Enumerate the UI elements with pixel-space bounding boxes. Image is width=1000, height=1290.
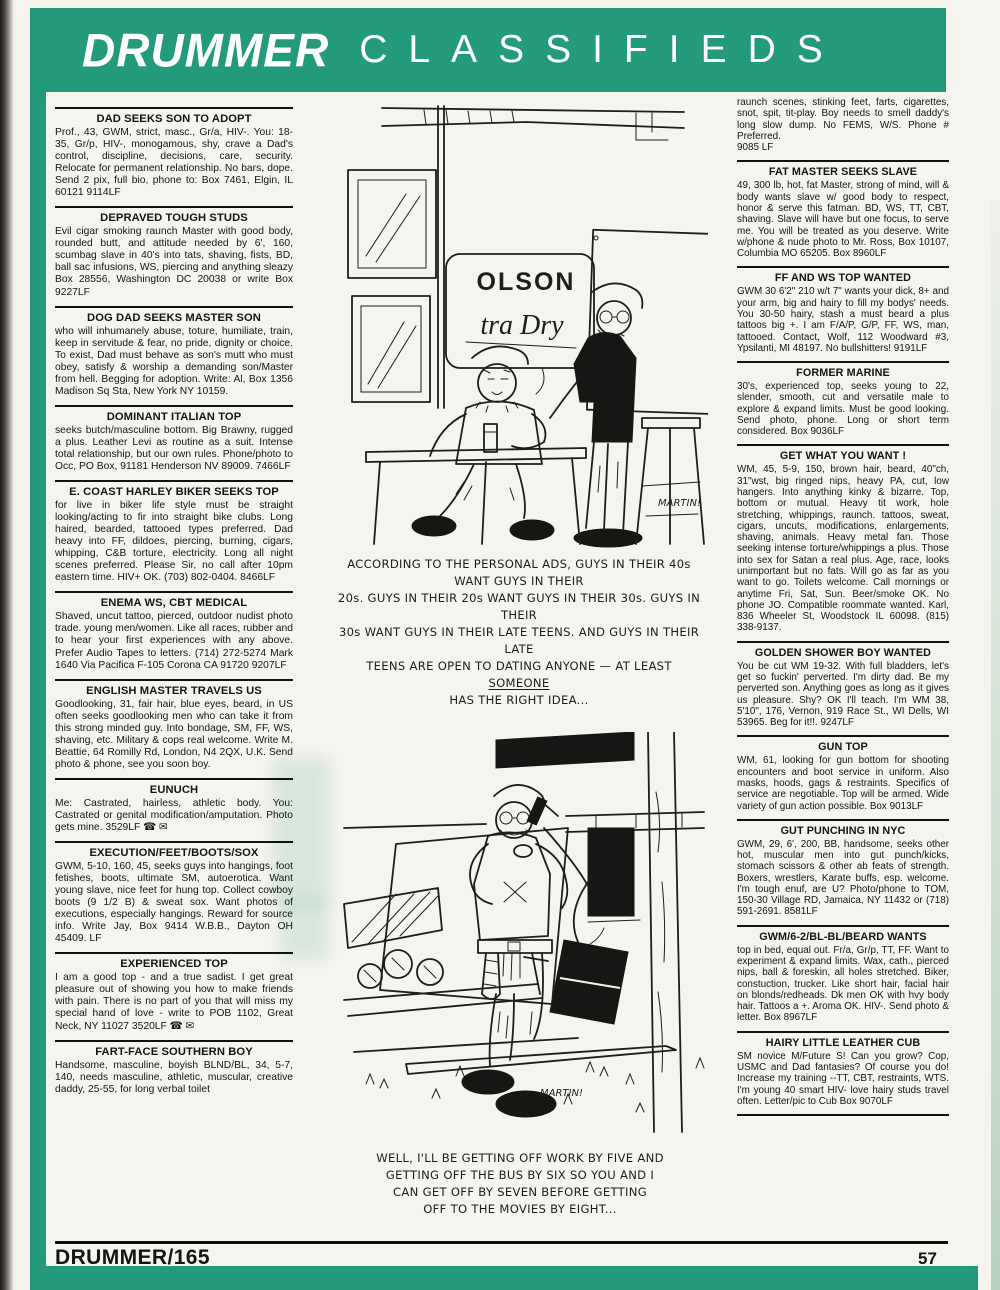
ad-title: FORMER MARINE [796, 367, 890, 380]
classifieds-column-left [55, 104, 293, 1240]
divider [737, 1031, 949, 1033]
ad-title: EXPERIENCED TOP [120, 958, 228, 971]
ad-body: WM, 61, looking for gun bottom for shooting encounters and boot service in uniform. Also masks, hoods, gags & restraints. Specifics of service are negotiable. Top will be armed. Wide variety of gun action possible. Box 9013LF [737, 755, 949, 812]
ad-body: You be cut WM 19-32. With full bladders, let's get so fuckin' perverted. I'm dirty dad. Be my perverted son. Anything goes as long as it gives us pleasure. Shy? OK I'll teach. I'm WM 38, 5'10", 176, Vernon, 919 Race St., WI Dells, WI 53965. Beg for it!!. 9247LF [737, 660, 949, 729]
ad-title: GOLDEN SHOWER BOY WANTED [754, 646, 932, 659]
caption-line: 30s WANT GUYS IN THEIR LATE TEENS. AND GUYS IN THEIR LATE [338, 625, 700, 656]
classified-ad [737, 444, 949, 633]
divider [55, 1040, 293, 1042]
magazine-brand: DRUMMER [82, 23, 330, 77]
artist-signature: MARTIN! [658, 498, 701, 509]
left-border [30, 90, 46, 1270]
ad-title: EXECUTION/FEET/BOOTS/SOX [89, 847, 259, 860]
section-title: CLASSIFIEDS [359, 28, 844, 71]
classified-ad [55, 952, 293, 1032]
caption-line: ACCORDING TO THE PERSONAL ADS, GUYS IN THEIR 40s WANT GUYS IN THEIR [347, 557, 691, 588]
ad-body: GWM 30 6'2" 210 w/t 7" wants your dick, 8+ and your arm, big and hairy to fill my bodys' needs. You 30-50 hairy, stash a must beard a plus tattoos big +. I am F/A/P, G/P, FF, WS, man, tattooed. Contact, Wolf, 112 Woodward #3, Ypsilanti, MI 48197. No bullshitters! 9191LF [737, 286, 949, 354]
footer-rule [55, 1241, 948, 1244]
divider [55, 952, 293, 954]
payphone-cartoon-drawing [336, 732, 708, 1136]
cartoon-caption-bottom [348, 1150, 692, 1218]
classified-ad [737, 1031, 949, 1107]
classified-ad [737, 925, 949, 1024]
page-binding-shadow [0, 0, 14, 1290]
classified-ad [55, 306, 293, 398]
artist-signature: MARTIN! [540, 1088, 583, 1099]
divider [737, 735, 949, 737]
classified-ad [737, 266, 949, 354]
divider [55, 306, 293, 308]
classified-ad [55, 591, 293, 671]
divider [55, 778, 293, 780]
divider [55, 405, 293, 407]
divider [55, 679, 293, 681]
caption-line: WELL, I'LL BE GETTING OFF WORK BY FIVE AND [376, 1151, 664, 1165]
beer-sign-text-2: tra Dry [480, 310, 564, 341]
divider [55, 206, 293, 208]
caption-line: GETTING OFF THE BUS BY SIX SO YOU AND I [385, 1168, 655, 1182]
divider [737, 361, 949, 363]
ad-title: EUNUCH [149, 783, 199, 796]
masthead [30, 8, 946, 92]
classified-ad [55, 1040, 293, 1096]
ad-body: Handsome, masculine, boyish BLND/BL, 34, 5-7, 140, needs masculine, athletic, muscular, creative daddy, 25-55, for long verbal toilet [55, 1059, 293, 1095]
ad-body: Evil cigar smoking raunch Master with good body, rounded butt, and attitude needed by 6', 160, scumbag slave in 40's into tats, shaving, fists, BD, ball sac infusions, WS, piercing and anything sleazy Box 28556, Washington DC 20038 or write Box 9227LF [55, 226, 293, 298]
ad-body: GWM, 29, 6', 200, BB, handsome, seeks other hot, muscular men into gut punch/kicks, stomach scissors & other ab feats of strength. Boxers, wrestlers, Karate buffs, esp. welcome. I'm tough enuf, are U? Photo/phone to TOM, 150-30 Village RD, Jamaica, NY 11432 or (718) 591-2691. 8581LF [737, 838, 949, 918]
ad-title: FAT MASTER SEEKS SLAVE [768, 166, 918, 179]
ad-title: DOMINANT ITALIAN TOP [106, 410, 242, 423]
ad-body: seeks butch/masculine bottom. Big Brawny, rugged a plus. Leather Levi as routine as a suit. Intense total relationship, but our own rules. Phone/photo to Occ, PO Box, 91181 Henderson NV 89009. 7466LF [55, 424, 293, 472]
ad-title: HAIRY LITTLE LEATHER CUB [765, 1036, 921, 1049]
ad-title: GUN TOP [818, 741, 868, 754]
bar-cartoon-drawing [336, 96, 708, 548]
ad-title: FART-FACE SOUTHERN BOY [95, 1045, 253, 1058]
ad-title: E. COAST HARLEY BIKER SEEKS TOP [69, 486, 279, 499]
divider [55, 480, 293, 482]
classified-ad [55, 480, 293, 584]
divider [737, 819, 949, 821]
classified-ad [737, 735, 949, 811]
classified-ad [737, 819, 949, 918]
classified-ad [55, 206, 293, 298]
ad-body: GWM, 5-10, 160, 45, seeks guys into hangings, foot fetishes, boots, ultimate SM, autoerotica. Want young slave, nice feet for hung top. Collect cowboy boots (9 1/2 B) & sweat sox. Want photos of executions, especially hangings. Reward for source info. Write Jay, Box 9414 W.B.B., Dayton OH 45409. LF [55, 861, 293, 945]
ad-body: Me: Castrated, hairless, athletic body. You: Castrated or genital modification/amputation. Photo gets mine. 3529LF ☎ ✉ [55, 797, 293, 833]
ad-title: FF AND WS TOP WANTED [774, 272, 912, 285]
ad-continuation: raunch scenes, stinking feet, farts, cigarettes, snot, spit, tit-play. Boy needs to smell daddy's long slow dump. No FEMS, W/S. Phone # Preferred. [737, 97, 949, 142]
divider [737, 160, 949, 162]
cartoon-caption-top [336, 556, 702, 709]
ad-body: top in bed, equal out. Fr/a, Gr/p, TT, FF. Want to experiment & expand limits. Wax, cath., pierced nips, ball & foreskin, all holes stretched. Biker, constuction, trucker. Like short hair, facial hair on blonds/redheads. Dk men OK with hvy body hair. Tattoos a +. Aroma OK. HIV-. Send photo & letter. Box 8967LF [737, 944, 949, 1024]
ad-body: WM, 45, 5-9, 150, brown hair, beard, 40"ch, 31"wst, big ringed nips, heavy PA, cut, low hangers. Into anything kinky & bizarre. Top, bottom or mutual. Heavy tit work, hole stretching, whippings, raunch. tattoos, sweat, cigars, uncuts, modifications, enlargements, shaving, animals. Heavy metal fan. Those seeking intense torture/whippings a plus. Those into sex for Satan a real plus. Age, race, looks unimportant but no fats. Will go as far as you want to go. Toilets welcome. Call mornings or anytime Fri, Sat, Sun. Beer/smoke OK. No phone JO. Compatible roommate wanted. Karl, 836 Wheeler St, Woodstock IL 60098. (815) 338-9137. [737, 464, 949, 634]
beer-sign-text: OLSON [476, 268, 576, 296]
divider [737, 1114, 949, 1116]
ad-body: Shaved, uncut tattoo, pierced, outdoor nudist photo trade. young men/women. Like all races, rubber and to hear your first experiences with any above. Prefer Audio Tapes to letters. (714) 272-5274 Mark 1640 Via Pacifica F-105 Corona CA 91720 9207LF [55, 611, 293, 671]
classified-ad [737, 641, 949, 729]
divider [737, 444, 949, 446]
caption-segment: TEENS ARE OPEN TO DATING ANYONE — AT LEAST [366, 659, 672, 673]
ad-body: 30's, experienced top, seeks young to 22, slender, smooth, cut and versatile male to explore & expand limits. Must be good looking. Send photo, phone. Long or short term considered. Box 9036LF [737, 381, 949, 438]
ad-title: ENGLISH MASTER TRAVELS US [86, 684, 262, 697]
ad-title: DAD SEEKS SON TO ADOPT [96, 113, 252, 125]
classified-ad [737, 361, 949, 437]
issue-label: DRUMMER/165 [55, 1246, 210, 1269]
ad-title: ENEMA WS, CBT MEDICAL [100, 597, 248, 610]
divider [737, 641, 949, 643]
ad-title: GET WHAT YOU WANT ! [779, 450, 907, 463]
caption-line: HAS THE RIGHT IDEA... [449, 693, 589, 707]
classified-ad [55, 679, 293, 771]
page-number: 57 [918, 1249, 937, 1268]
ad-title: DOG DAD SEEKS MASTER SON [87, 311, 261, 324]
ad-title: GWM/6-2/BL-BL/BEARD WANTS [759, 930, 927, 943]
classifieds-column-right [737, 97, 949, 1239]
classified-ad [737, 160, 949, 259]
payphone-cartoon-illustration [336, 732, 708, 1136]
divider [737, 925, 949, 927]
ad-body: Goodlooking, 31, fair hair, blue eyes, beard, in US often seeks goodlooking men who can take it from this strong minded guy. Into bondage, SM, FF, WS, shaving, etc. Military & cops real welcome. Write M. Beattie, 64 Romilly Rd, London, N4 2QX, U.K. Send photo & phone, see you soon boy. [55, 698, 293, 770]
ad-body: for live in biker life style must be straight looking/acting to fir into straight bike clubs. Long haired, bearded, tattooed types preferred. Dad heavy into FF, dildoes, piercing, burning, cigars, whipping, C&B torture, electricity. Long all night scenes preferred. Please Sir, no call after 10pm eastern time. HIV+ OK. (703) 802-0404. 8466LF [55, 500, 293, 584]
divider [55, 107, 293, 109]
ad-title: GUT PUNCHING IN NYC [780, 824, 906, 837]
classified-ad [55, 841, 293, 945]
caption-line: CAN GET OFF BY SEVEN BEFORE GETTING [393, 1185, 647, 1199]
page-edge [991, 200, 1000, 1290]
ad-title: DEPRAVED TOUGH STUDS [100, 212, 248, 225]
caption-line: 20s. GUYS IN THEIR 20s WANT GUYS IN THEIR 30s. GUYS IN THEIR [337, 591, 701, 622]
ad-body: I am a good top - and a true sadist. I get great pleasure out of showing you how to make friends with pain. There is no part of you that will miss my special hand of love - write to POB 1102, Great Neck, NY 11027 3520LF ☎ ✉ [55, 972, 293, 1032]
divider [737, 266, 949, 268]
caption-line [336, 658, 702, 692]
classified-ad [55, 107, 293, 199]
ad-body: SM novice M/Future S! Can you grow? Cop, USMC and Dad fantasies? Of course you do! Increase my training --TT, CBT, restraints, WTS. I'm young 40 smart HIV- love hairy studs travel often. Letter/pic to Cub Box 9070LF [737, 1050, 949, 1107]
bar-cartoon-illustration [336, 96, 708, 548]
ad-body: Prof., 43, GWM, strict, masc., Gr/a, HIV-. You: 18-35, Gr/p, HIV-, monogamous, shy, crave a Dad's control, discipline, decisions, care, security. Relocate for permanent relationship. No bars, dope. Send 2 pix, full bio, phone to: Box 7461, Elgin, IL 60121 9114LF [55, 127, 293, 199]
divider [55, 841, 293, 843]
ad-continuation-code: 9085 LF [737, 142, 774, 154]
caption-line: OFF TO THE MOVIES BY EIGHT... [423, 1202, 617, 1216]
caption-underlined-word: SOMEONE [488, 676, 550, 690]
ad-body: who will inhumanely abuse, toture, humiliate, train, keep in servitude & fear, no pride, dignity or choice. To exist, Dad must behave as son's mutt who must obey, satisfy & worship a demanding son/Master from hell. Begging for adoption. Write: Al, Box 1356 Madison Sq Sta, New York NY 10159. [55, 325, 293, 397]
classified-ad [55, 778, 293, 834]
classified-ad [55, 405, 293, 473]
ad-body: 49, 300 lb, hot, fat Master, strong of mind, will & body wants slave w/ good body to respect, honor & serve this fatman. BD, WS, TT, CBT, shaving. Slave will have but one focus, to serve me. You will be treated as you deserve. Write w/phone & nude photo to Mr. Ross, Box 10107, Columbia MO 65205. Box 8960LF [737, 180, 949, 260]
divider [55, 591, 293, 593]
